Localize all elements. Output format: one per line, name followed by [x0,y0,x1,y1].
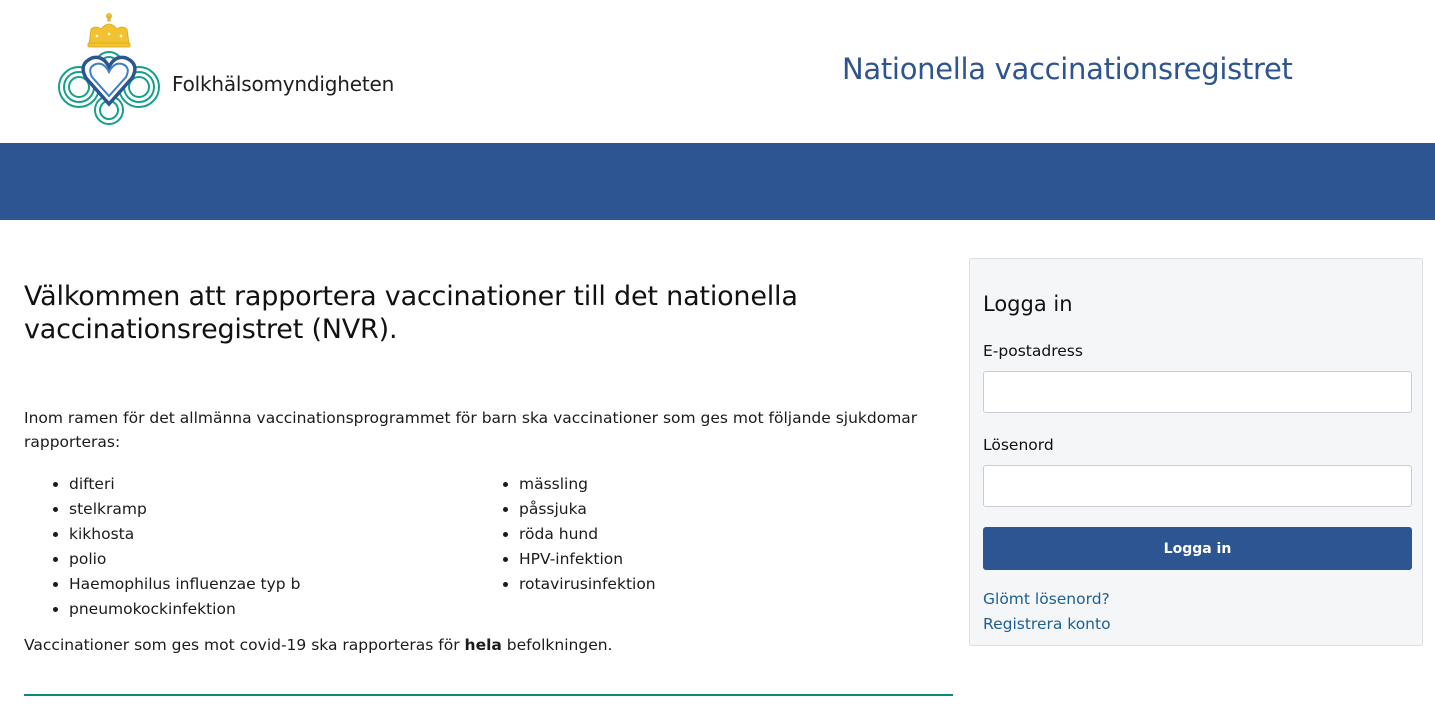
covid-note [24,636,612,654]
password-field[interactable] [983,465,1412,507]
email-label: E-postadress [983,342,1083,360]
intro-text: Inom ramen för det allmänna vaccinationsprogrammet för barn ska vaccinationer som ges mot följande sjukdomar rapporteras: [24,409,918,451]
list-item: • röda hund [519,522,656,547]
login-title: Logga in [983,292,1073,316]
covid-note-prefix: Vaccinationer som ges mot covid-19 ska rapporteras för [24,636,465,654]
disease-list-col1 [24,472,300,622]
disease-list-col2 [474,472,656,597]
covid-note-suffix: befolkningen. [501,636,613,654]
list-item: • HPV-infektion [519,547,656,572]
site-header [0,0,1435,143]
register-account-link[interactable]: Registrera konto [983,615,1111,633]
list-item: • påssjuka [519,497,656,522]
login-panel [969,258,1423,646]
email-field[interactable] [983,371,1412,413]
section-divider [24,694,953,696]
login-button[interactable]: Logga in [983,527,1412,570]
list-item: • difteri [69,472,300,497]
org-name: Folkhälsomyndigheten [172,72,395,96]
covid-note-emphasis: hela [464,636,502,654]
forgot-password-link[interactable]: Glömt lösenord? [983,590,1110,608]
list-item: • polio [69,547,300,572]
folkhalsomyndigheten-logo-icon[interactable] [56,12,162,126]
list-item: • mässling [519,472,656,497]
main-content [24,280,953,654]
list-item: • kikhosta [69,522,300,547]
nav-band [0,143,1435,220]
welcome-heading: Välkommen att rapportera vaccinationer till det nationella vaccinationsregistret (NVR). [24,281,798,345]
list-item: • stelkramp [69,497,300,522]
app-title: Nationella vaccinationsregistret [842,52,1293,86]
list-item: • pneumokockinfektion [69,597,300,622]
list-item: • Haemophilus influenzae typ b [69,572,300,597]
list-item: • rotavirusinfektion [519,572,656,597]
password-label: Lösenord [983,436,1054,454]
